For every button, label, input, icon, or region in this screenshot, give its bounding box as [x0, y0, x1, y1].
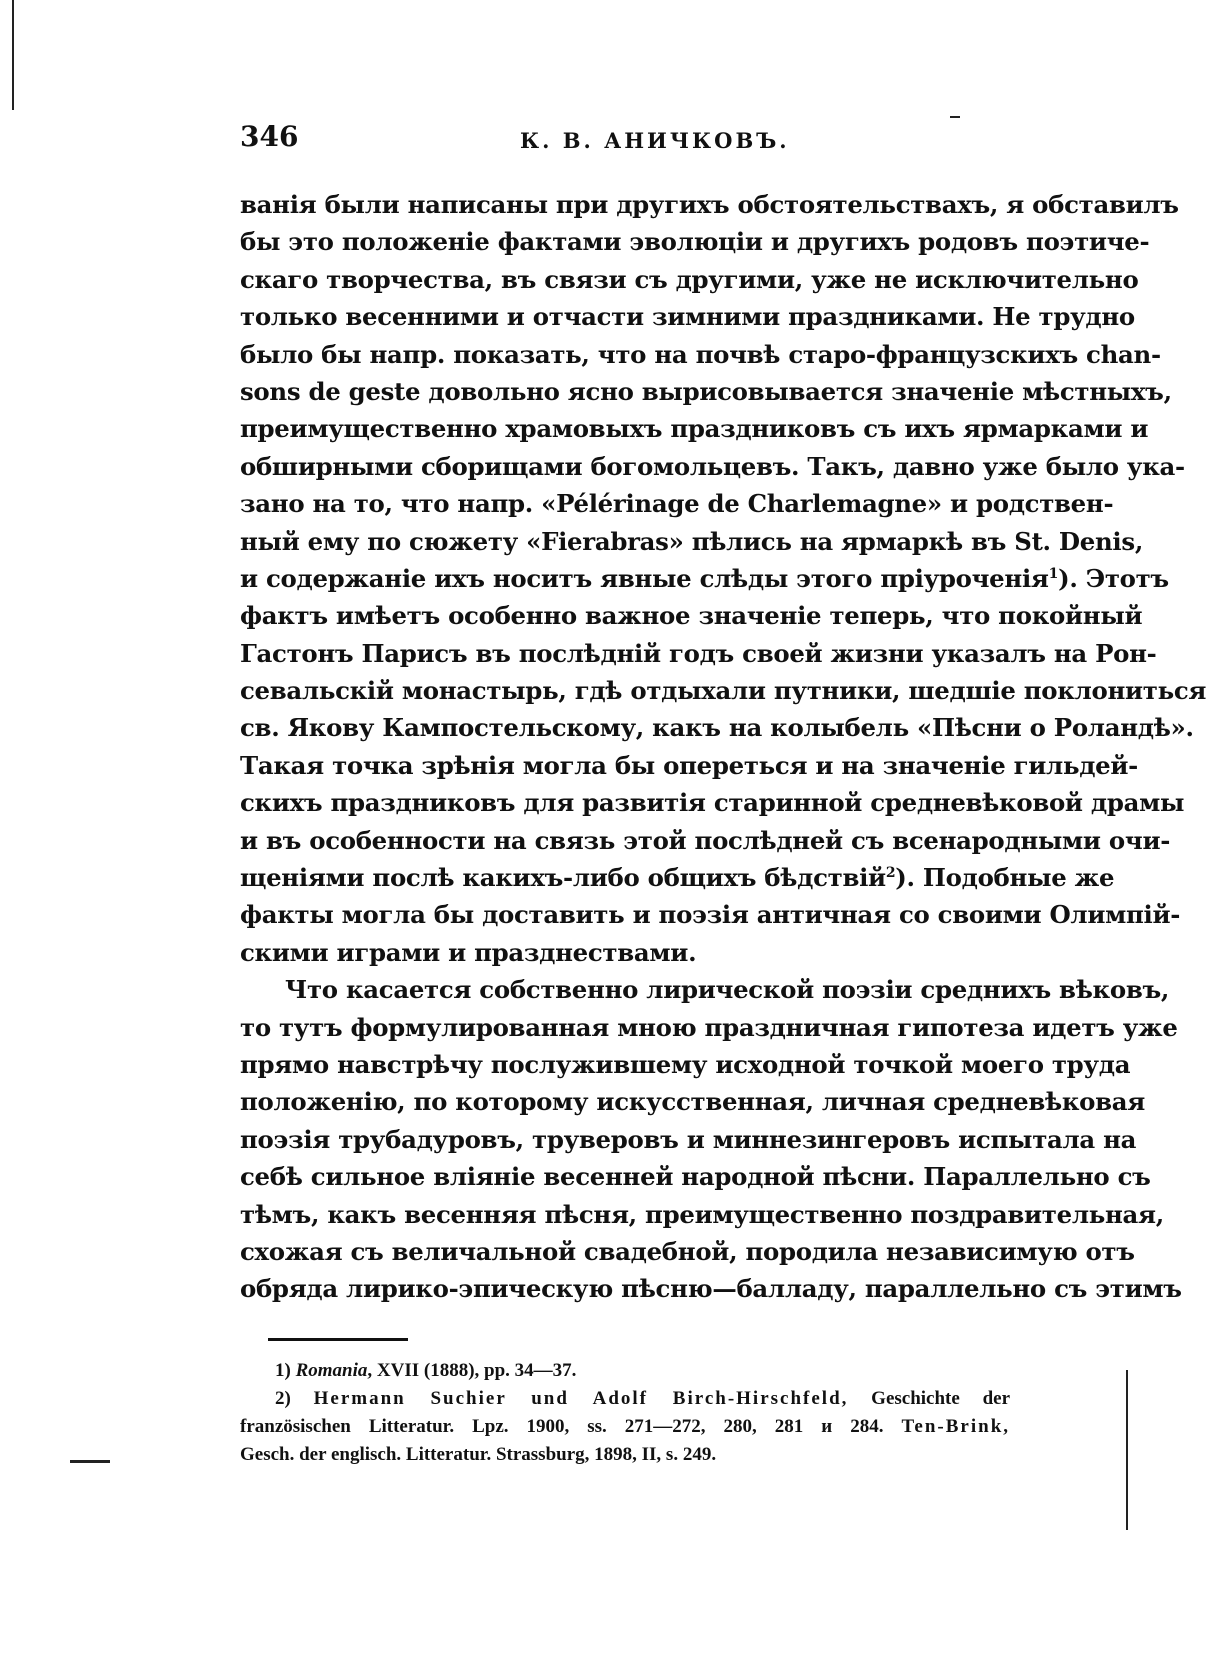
paragraph-start-line: Что касается собственно лирической поэзіи среднихъ вѣковъ,: [285, 975, 1170, 1005]
text-line: скихъ праздниковъ для развитія старинной средневѣковой драмы: [240, 788, 1185, 818]
text-line-with-footnote-ref: [240, 859, 1115, 896]
text-line: севальскій монастырь, гдѣ отдыхали путники, шедшіе поклониться: [240, 676, 1206, 706]
text-segment: ). Подобные же: [895, 863, 1115, 893]
page-number: 346: [240, 120, 299, 153]
footnote-journal-title: Romania: [295, 1359, 368, 1381]
text-line: ванія были написаны при другихъ обстоятельствахъ, я обставилъ: [240, 190, 1179, 219]
scan-dash-left: [70, 1460, 110, 1463]
footnote-text: französischen Litteratur. Lpz. 1900, ss. 271—272, 280, 281 и 284.: [240, 1415, 884, 1437]
text-line: положенію, по которому искусственная, личная средневѣковая: [240, 1087, 1146, 1117]
text-line: схожая съ величальной свадебной, породила независимую отъ: [240, 1236, 1135, 1266]
text-segment: щеніями послѣ какихъ-либо общихъ бѣдствій: [240, 863, 886, 893]
text-line: ный ему по сюжету «Fierabras» пѣлись на ярмаркѣ въ St. Denis,: [240, 526, 1144, 556]
text-line: преимущественно храмовыхъ праздниковъ съ ихъ ярмарками и: [240, 414, 1149, 444]
footnote-marker: 2): [275, 1387, 291, 1409]
footnote-author: Ten-Brink,: [901, 1415, 1011, 1437]
text-segment: и содержаніе ихъ носитъ явные слѣды этого пріуроченія: [240, 563, 1049, 593]
text-line: прямо навстрѣчу послужившему исходной точкой моего труда: [240, 1049, 1131, 1079]
footnote-1: [240, 1357, 1010, 1385]
footnote-2-line-1: [240, 1385, 1010, 1413]
footnote-text: Geschichte der: [871, 1387, 1011, 1409]
text-line: sons de geste довольно ясно вырисовывается значеніе мѣстныхъ,: [240, 376, 1172, 406]
text-line: скими играми и празднествами.: [240, 937, 697, 967]
text-line: обширными сборищами богомольцевъ. Такъ, давно уже было ука-: [240, 451, 1185, 481]
footnote-2-line-3: Gesch. der englisch. Litteratur. Strassburg, 1898, II, s. 249.: [240, 1443, 717, 1465]
text-line: только весенними и отчасти зимними праздниками. Не трудно: [240, 302, 1135, 332]
text-line-with-footnote-ref: [240, 560, 1169, 597]
running-title: К. В. АНИЧКОВЪ.: [520, 128, 790, 153]
footnote-divider: [268, 1338, 408, 1341]
text-line: скаго творчества, въ связи съ другими, уже не исключительно: [240, 264, 1139, 294]
text-line: то тутъ формулированная мною праздничная гипотеза идетъ уже: [240, 1012, 1178, 1042]
text-line: факты могла бы доставить и поэзія античная со своими Олимпій-: [240, 900, 1181, 930]
text-line: поэзія трубадуровъ, труверовъ и миннезингеровъ испытала на: [240, 1124, 1137, 1154]
text-line: зано на то, что напр. «Pélérinage de Charlemagne» и родствен-: [240, 489, 1114, 519]
text-segment: ). Этотъ: [1058, 563, 1169, 593]
footnote-ref-1: 1: [1048, 565, 1059, 582]
scan-edge-right: [1126, 1370, 1128, 1530]
text-line: и въ особенности на связь этой послѣдней съ всенародными очи-: [240, 825, 1171, 855]
running-head: [240, 110, 1010, 160]
footnote-2-line-2: [240, 1413, 1010, 1441]
text-line: фактъ имѣетъ особенно важное значеніе теперь, что покойный: [240, 601, 1143, 631]
text-line: св. Якову Кампостельскому, какъ на колыбель «Пѣсни о Роландѣ».: [240, 713, 1194, 743]
body-text: [240, 186, 1206, 1308]
footnote-marker: 1): [275, 1359, 291, 1381]
text-line: тѣмъ, какъ весенняя пѣсня, преимущественно поздравительная,: [240, 1199, 1164, 1229]
footnote-authors: Hermann Suchier und Adolf Birch-Hirschfeld,: [313, 1387, 849, 1409]
footnote-text: , XVII (1888), pp. 34—37.: [367, 1359, 577, 1381]
text-line: было бы напр. показать, что на почвѣ старо-французскихъ chan-: [240, 339, 1161, 369]
text-line: обряда лирико-эпическую пѣсню—балладу, параллельно съ этимъ: [240, 1274, 1182, 1304]
text-line: Гастонъ Парисъ въ послѣдній годъ своей жизни указалъ на Рон-: [240, 638, 1157, 668]
footnotes: [240, 1357, 1010, 1469]
text-line: себѣ сильное вліяніе весенней народной пѣсни. Параллельно съ: [240, 1162, 1151, 1192]
page: [240, 110, 1206, 1469]
scan-edge-left: [12, 0, 14, 110]
text-line: бы это положеніе фактами эволюціи и другихъ родовъ поэтиче-: [240, 227, 1150, 257]
footnote-ref-2: 2: [885, 864, 896, 881]
text-line: Такая точка зрѣнія могла бы опереться и на значеніе гильдей-: [240, 750, 1138, 780]
